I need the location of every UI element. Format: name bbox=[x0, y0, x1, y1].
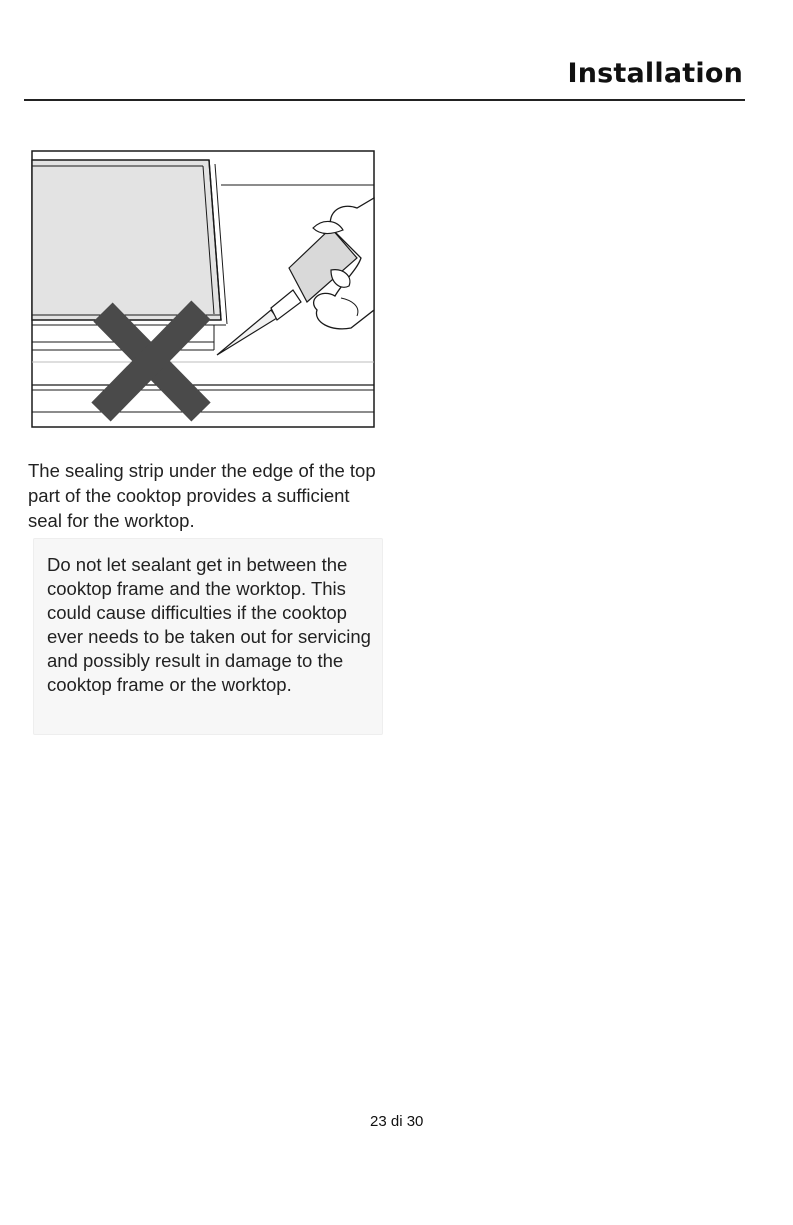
header-divider bbox=[24, 99, 745, 101]
installation-illustration bbox=[31, 150, 375, 428]
warning-text: Do not let sealant get in between the cooktop frame and the worktop. This could cause difficulties if the cooktop ever needs to be taken out for servicing and possibly result in damage to the cooktop frame or the worktop. bbox=[47, 554, 371, 695]
warning-box bbox=[33, 538, 383, 735]
page-number: 23 di 30 bbox=[370, 1113, 424, 1130]
sealing-strip-paragraph: The sealing strip under the edge of the top part of the cooktop provides a sufficient seal for the worktop. bbox=[28, 460, 376, 531]
page-title: Installation bbox=[567, 58, 743, 89]
illustration-svg bbox=[31, 150, 375, 428]
